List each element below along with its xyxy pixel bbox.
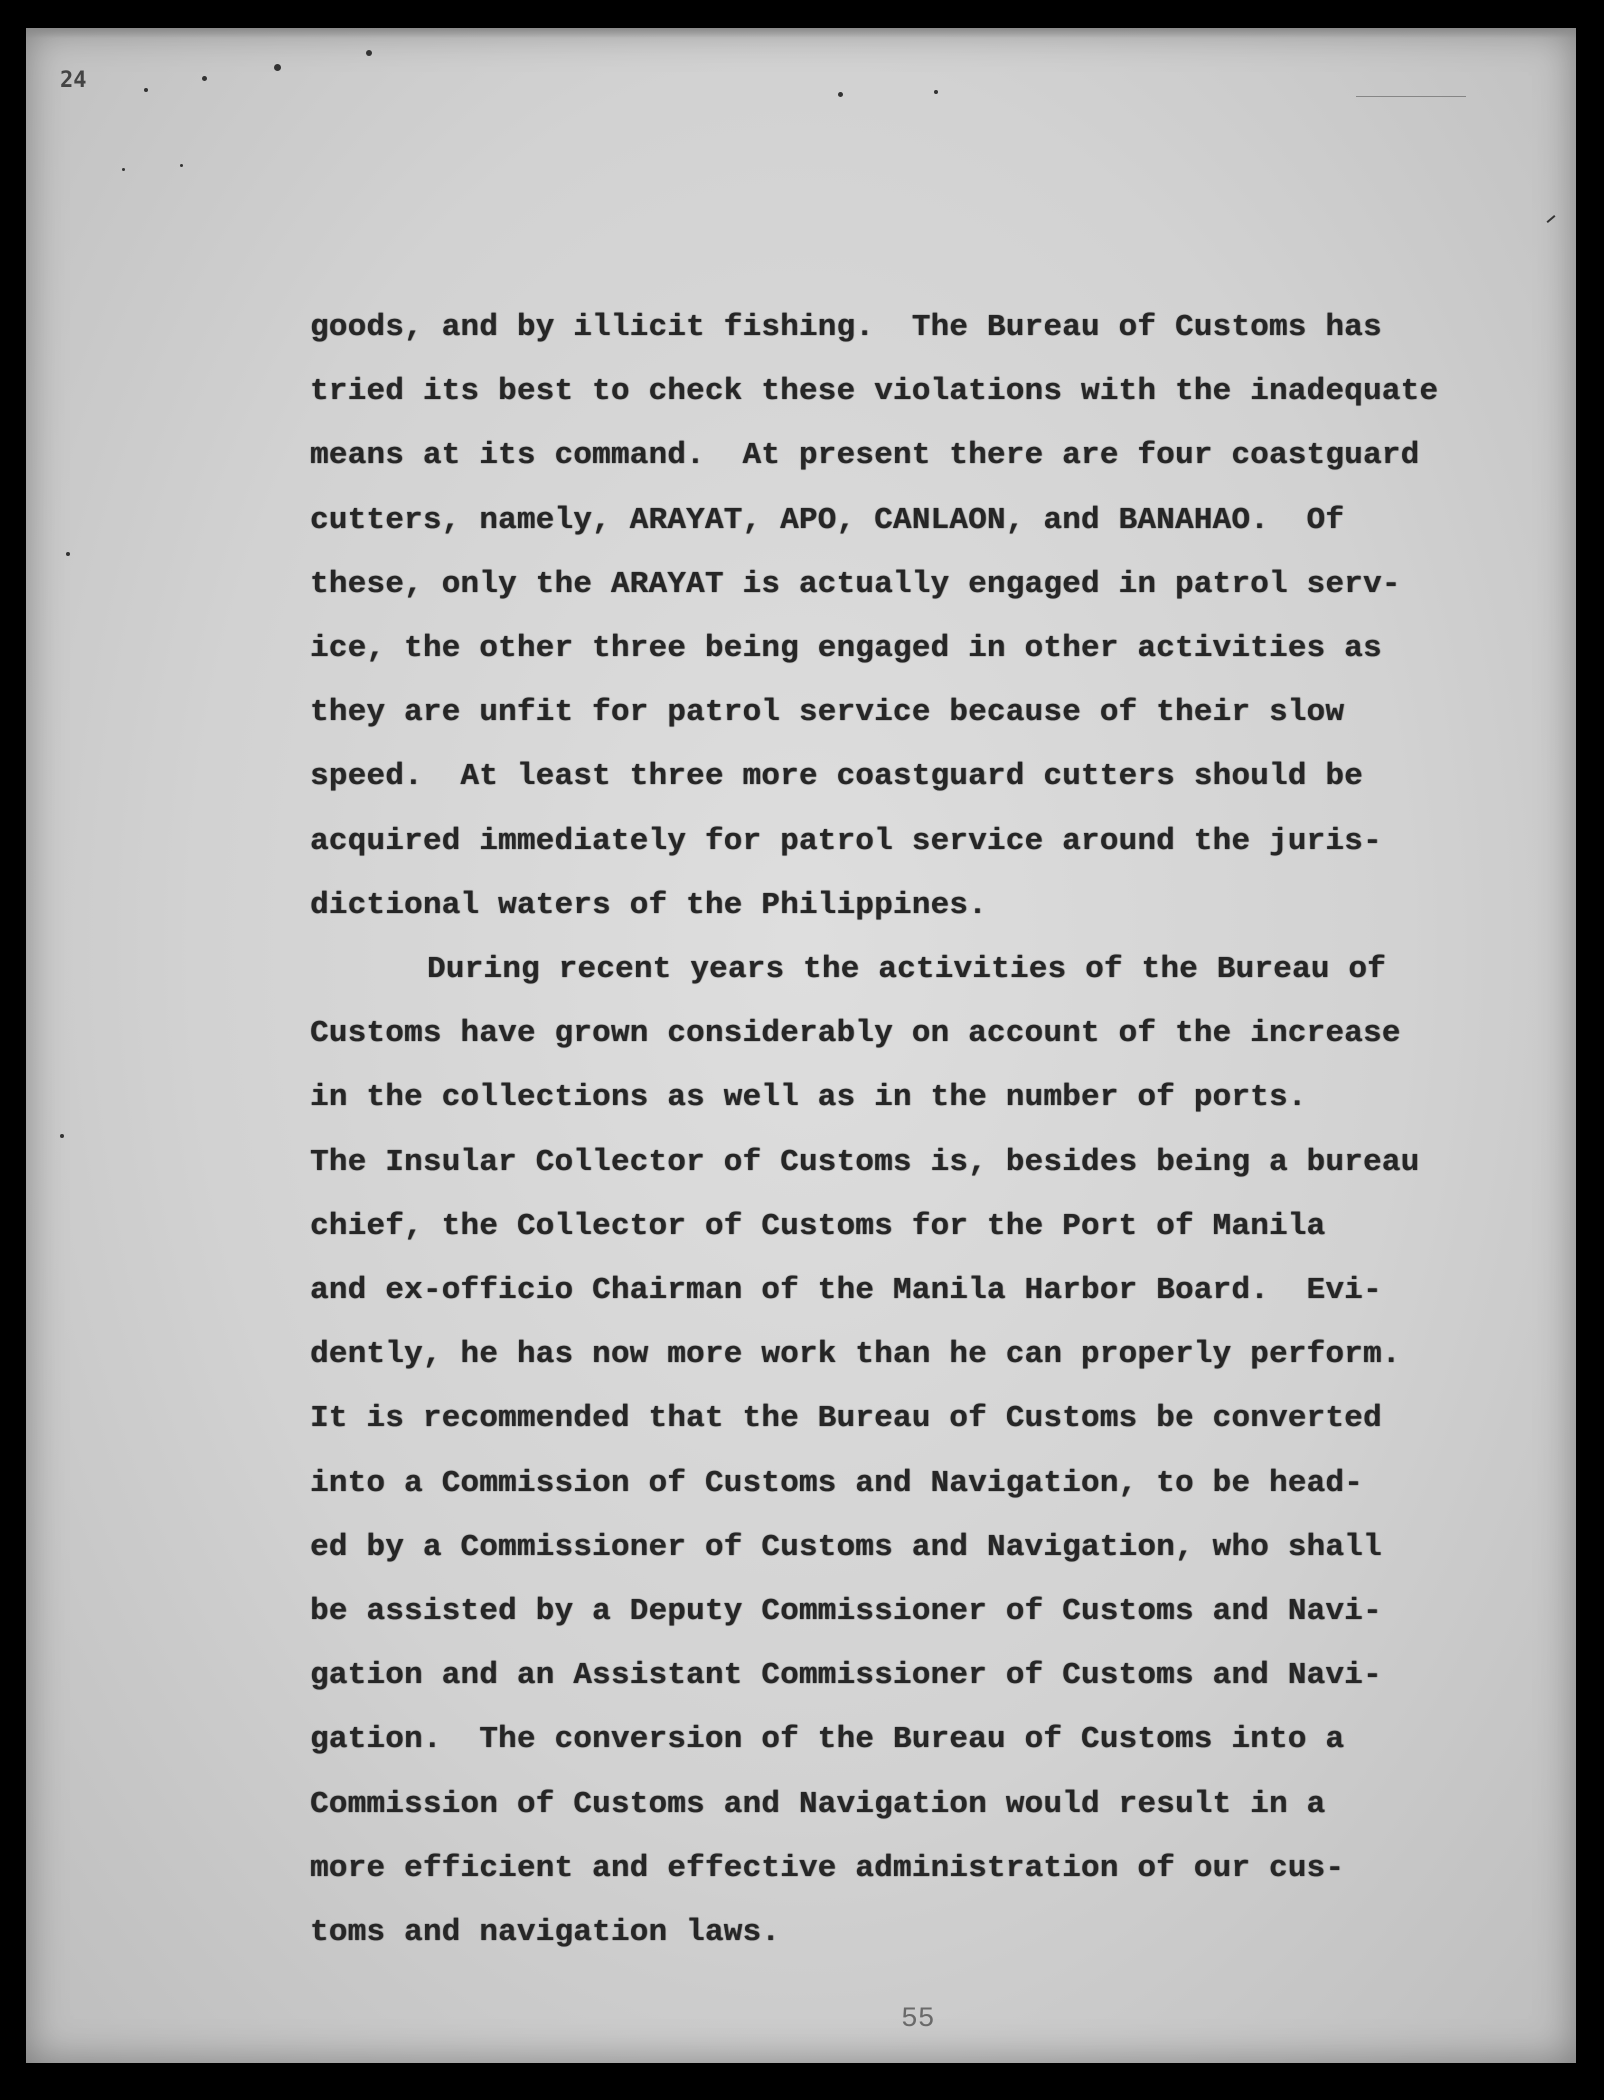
text-line: chief, the Collector of Customs for the Port of Manila <box>310 1208 1326 1244</box>
speck <box>144 88 148 92</box>
paragraph-container <box>310 296 1530 1965</box>
text-line: and ex-officio Chairman of the Manila Harbor Board. Evi- <box>310 1273 1382 1309</box>
text-line: The Insular Collector of Customs is, besides being a bureau <box>310 1144 1420 1180</box>
text-line: tried its best to check these violations with the inadequate <box>310 374 1439 410</box>
speck <box>934 90 938 94</box>
document-body <box>310 296 1530 1965</box>
text-line: speed. At least three more coastguard cutters should be <box>310 759 1363 795</box>
text-line: into a Commission of Customs and Navigation, to be head- <box>310 1465 1363 1501</box>
page-number: 55 <box>901 2004 935 2035</box>
text-line: dently, he has now more work than he can properly perform. <box>310 1337 1401 1373</box>
speck <box>122 168 125 171</box>
document-page <box>26 28 1576 2063</box>
text-line: ice, the other three being engaged in other activities as <box>310 631 1382 667</box>
text-line: they are unfit for patrol service because of their slow <box>310 695 1345 731</box>
text-line: in the collections as well as in the number of ports. <box>310 1080 1307 1116</box>
speck <box>274 64 281 71</box>
page-top-edge <box>26 28 1576 38</box>
corner-mark: 24 <box>60 68 87 93</box>
speck <box>202 76 207 81</box>
speck <box>180 164 183 167</box>
text-line: It is recommended that the Bureau of Customs be converted <box>310 1401 1382 1437</box>
speck <box>366 50 372 56</box>
text-line: acquired immediately for patrol service around the juris- <box>310 823 1382 859</box>
text-line: toms and navigation laws. <box>310 1915 781 1951</box>
speck <box>838 92 843 97</box>
text-line: Commission of Customs and Navigation would result in a <box>310 1786 1326 1822</box>
text-line: goods, and by illicit fishing. The Bureau of Customs has <box>310 310 1382 345</box>
text-line: these, only the ARAYAT is actually engaged in patrol serv- <box>310 566 1401 602</box>
paragraph <box>310 938 1530 1965</box>
text-line: gation. The conversion of the Bureau of Customs into a <box>310 1722 1345 1758</box>
paragraph <box>310 296 1530 938</box>
scratch-mark <box>1356 96 1466 97</box>
text-line: gation and an Assistant Commissioner of Customs and Navi- <box>310 1658 1382 1694</box>
text-line: cutters, namely, ARAYAT, APO, CANLAON, and BANAHAO. Of <box>310 502 1345 538</box>
text-line: Customs have grown considerably on account of the increase <box>310 1016 1401 1052</box>
text-line: be assisted by a Deputy Commissioner of Customs and Navi- <box>310 1594 1382 1630</box>
text-line: dictional waters of the Philippines. <box>310 887 987 923</box>
text-line: ed by a Commissioner of Customs and Navigation, who shall <box>310 1529 1382 1565</box>
speck <box>66 552 70 556</box>
speck <box>60 1134 64 1138</box>
text-line: means at its command. At present there are four coastguard <box>310 438 1420 474</box>
text-line: During recent years the activities of the Bureau of <box>427 952 1386 988</box>
text-line: more efficient and effective administration of our cus- <box>310 1850 1345 1886</box>
margin-tick <box>1547 215 1556 223</box>
